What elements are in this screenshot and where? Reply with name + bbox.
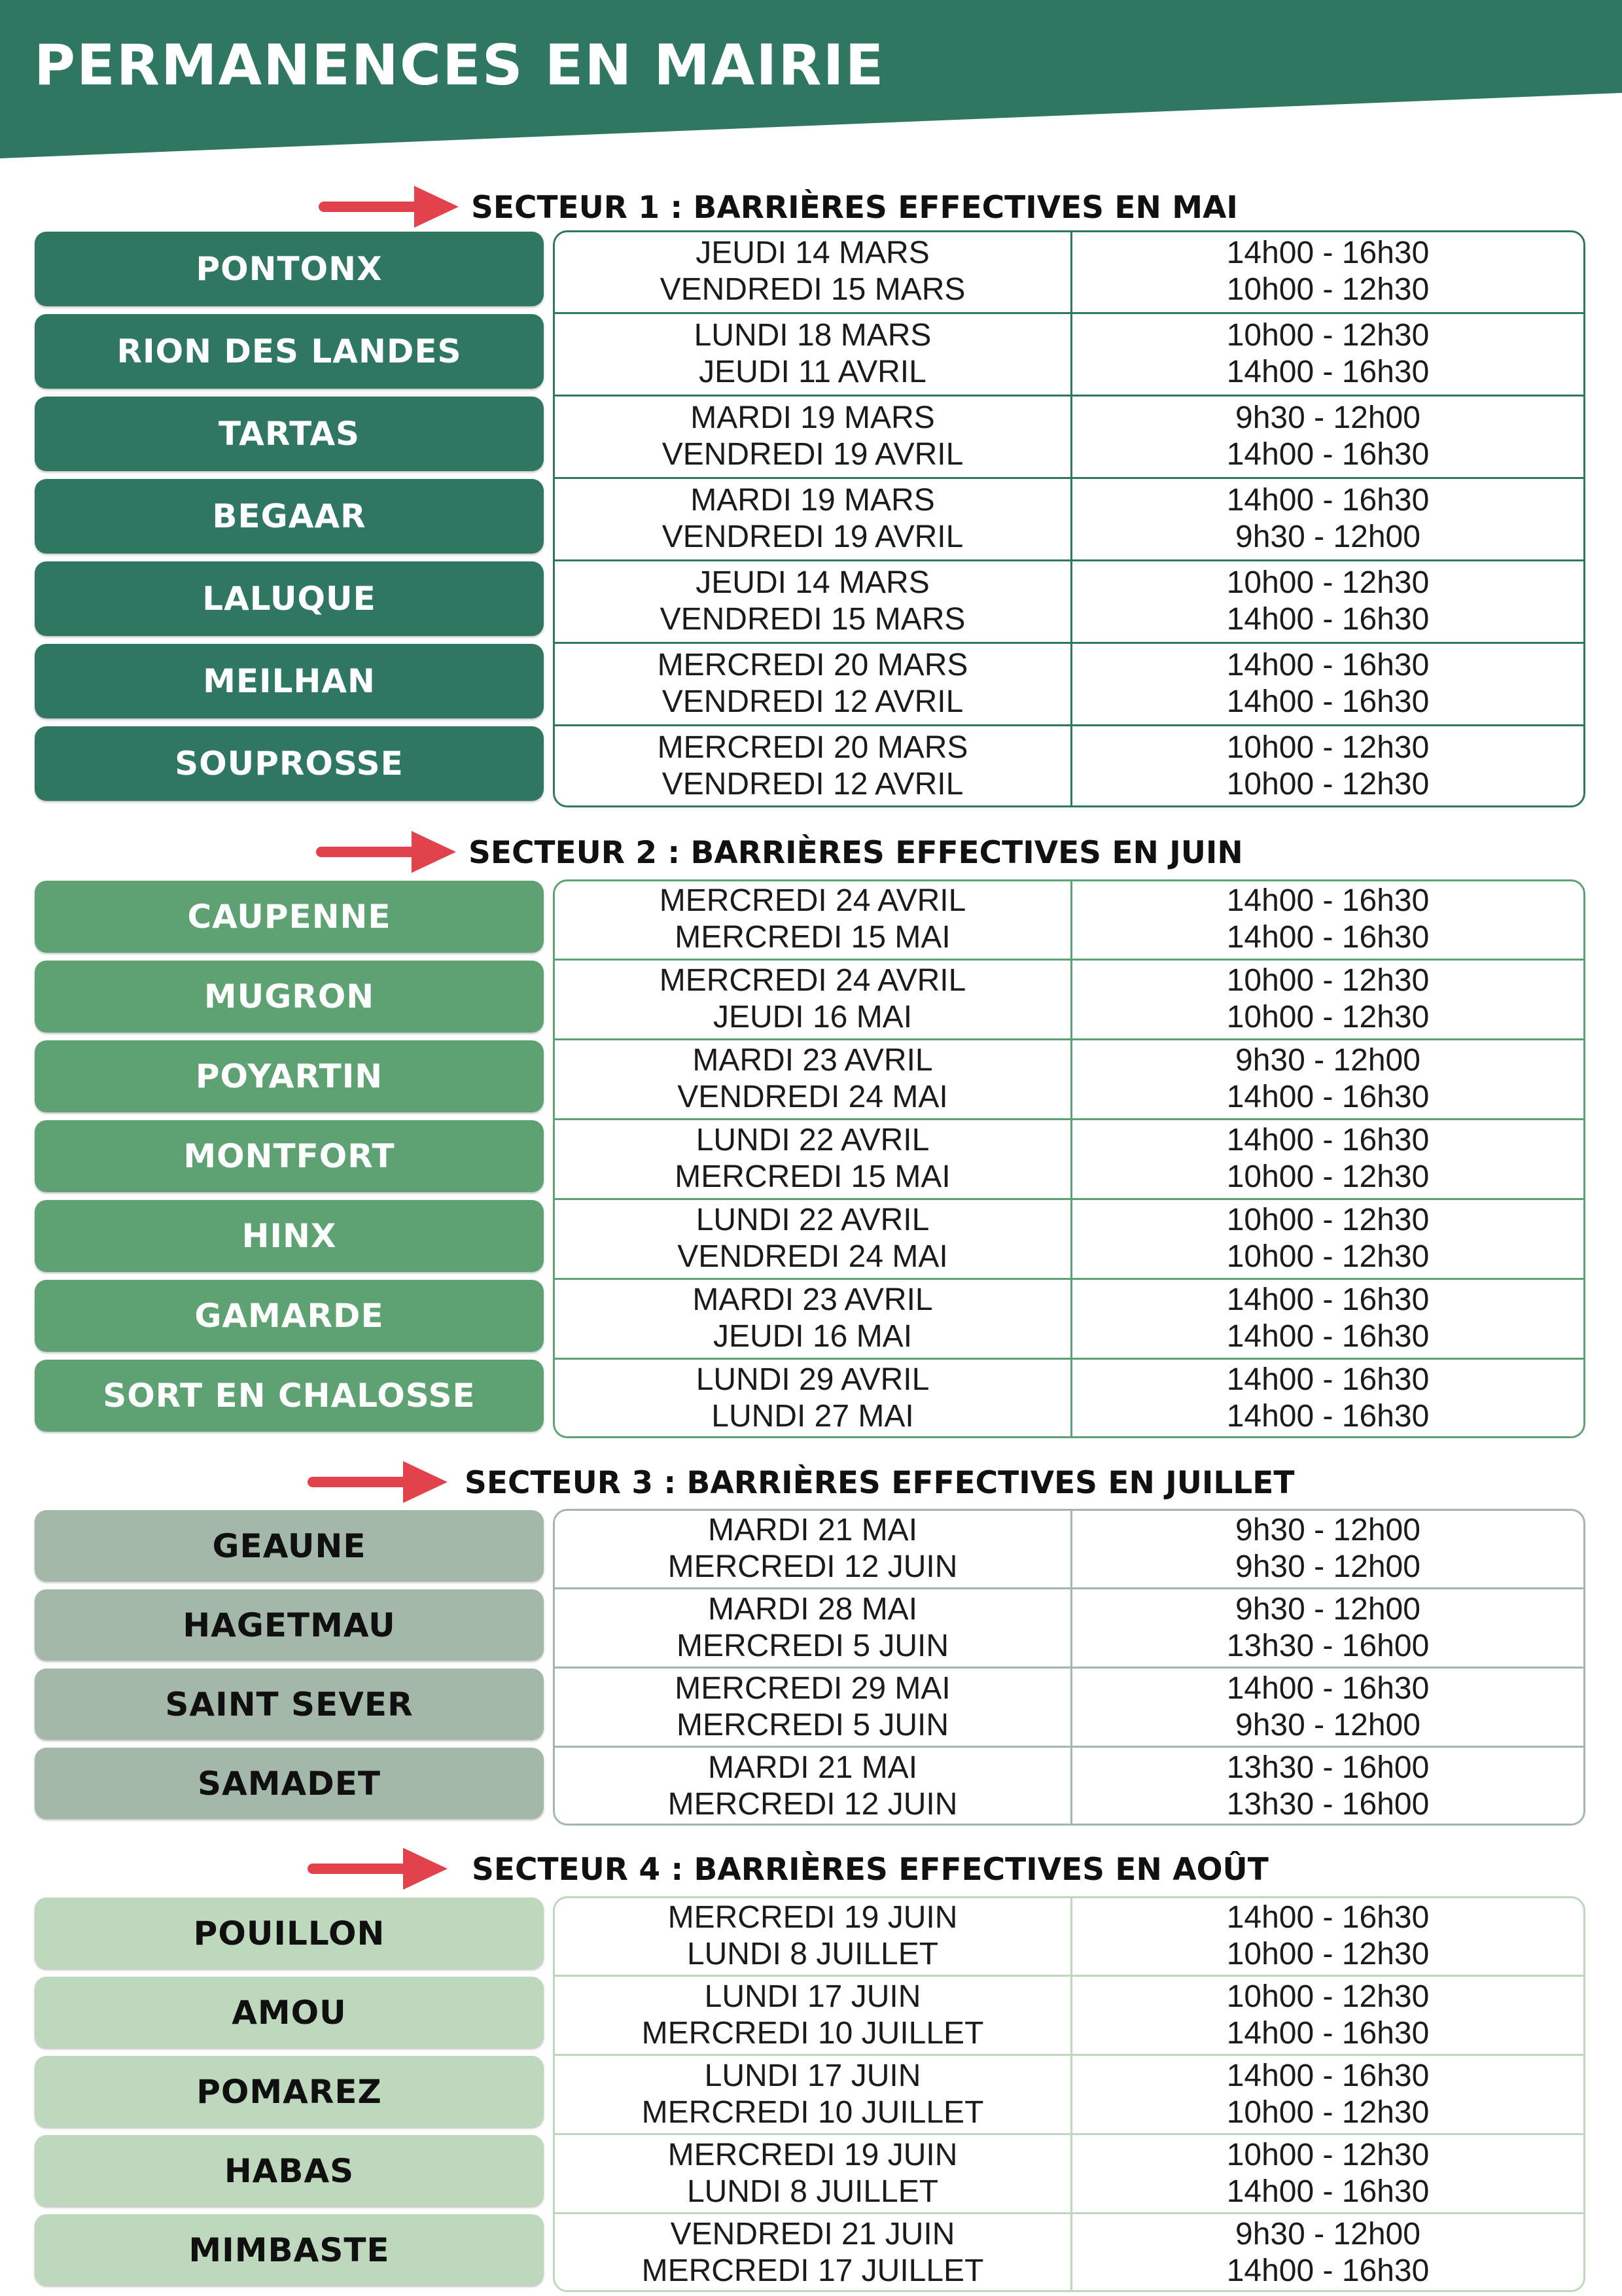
dates-cell [555,645,1070,723]
date-2: VENDREDI 12 AVRIL [661,767,964,802]
time-2: 10h00 - 12h30 [1226,2094,1430,2130]
date-2: MERCREDI 15 MAI [675,920,951,955]
dates-cell [555,961,1070,1037]
commune-label: LALUQUE [35,561,544,636]
time-1: 9h30 - 12h00 [1235,1591,1420,1627]
commune-label: SAINT SEVER [35,1669,544,1740]
dates-cell [555,1669,1070,1744]
commune-label: POYARTIN [35,1040,544,1112]
time-2: 9h30 - 12h00 [1235,1707,1420,1742]
date-1: MARDI 19 MARS [690,483,935,518]
date-2: MERCREDI 12 JUIN [667,1549,958,1584]
commune-label: TARTAS [35,397,544,471]
sector-rows [0,1509,1622,1826]
commune-label: MONTFORT [35,1120,544,1192]
commune-label: AMOU [35,1977,544,2048]
date-1: LUNDI 22 AVRIL [696,1203,930,1237]
date-1: MERCREDI 24 AVRIL [659,963,966,998]
date-1: LUNDI 17 JUIN [704,1979,921,2014]
sector-title: SECTEUR 4 : BARRIÈRES EFFECTIVES EN AOÛT [472,1852,1269,1888]
dates-cell [555,2057,1070,2132]
dates-cell [555,1511,1070,1586]
times-cell [1072,2136,1583,2211]
date-2: MERCREDI 5 JUIN [676,1707,949,1742]
date-2: LUNDI 8 JUILLET [686,1936,939,1971]
time-1: 10h00 - 12h30 [1226,1979,1430,2014]
times-cell [1072,232,1583,311]
time-2: 10h00 - 12h30 [1226,1239,1430,1274]
commune-label: RION DES LANDES [35,314,544,389]
row-divider [553,1278,1585,1280]
times-cell [1072,562,1583,641]
row-divider [553,642,1585,644]
row-divider [553,1587,1585,1589]
row-divider [553,2054,1585,2056]
time-2: 14h00 - 16h30 [1226,920,1430,955]
date-2: MERCREDI 12 JUIN [667,1786,958,1822]
dates-cell [555,881,1070,957]
times-cell [1072,2057,1583,2132]
arrow-right-icon [308,1458,451,1506]
times-cell [1072,1748,1583,1824]
time-1: 14h00 - 16h30 [1226,648,1430,682]
date-1: JEUDI 14 MARS [696,565,930,600]
dates-cell [555,1041,1070,1117]
row-divider [553,395,1585,397]
sector-rows [0,1896,1622,2292]
time-2: 10h00 - 12h30 [1226,1159,1430,1194]
date-1: MARDI 21 MAI [707,1512,918,1547]
arrow-right-icon [319,183,463,230]
date-2: MERCREDI 5 JUIN [676,1628,949,1663]
time-1: 14h00 - 16h30 [1226,236,1430,270]
time-1: 10h00 - 12h30 [1226,2137,1430,2172]
time-2: 9h30 - 12h00 [1235,520,1420,554]
date-2: MERCREDI 10 JUILLET [641,2015,984,2051]
sector-3 [0,1452,1622,1826]
times-cell [1072,397,1583,476]
dates-cell [555,562,1070,641]
commune-label: PONTONX [35,232,544,306]
time-1: 10h00 - 12h30 [1226,730,1430,765]
dates-cell [555,1121,1070,1197]
date-1: MERCREDI 20 MARS [657,648,968,682]
times-cell [1072,2215,1583,2290]
sector-header [0,177,1622,236]
row-divider [553,1118,1585,1120]
time-1: 14h00 - 16h30 [1226,1282,1430,1317]
row-divider [553,1975,1585,1977]
page-title: PERMANENCES EN MAIRIE [34,33,885,98]
time-1: 14h00 - 16h30 [1226,483,1430,518]
time-1: 10h00 - 12h30 [1226,1203,1430,1237]
date-2: JEUDI 11 AVRIL [699,355,926,389]
dates-cell [555,1748,1070,1824]
row-divider [553,312,1585,314]
time-2: 13h30 - 16h00 [1226,1628,1430,1663]
date-2: LUNDI 27 MAI [711,1399,914,1434]
sector-header [0,1839,1622,1898]
date-2: VENDREDI 19 AVRIL [661,520,964,554]
times-cell [1072,1201,1583,1277]
date-1: MERCREDI 24 AVRIL [659,883,966,918]
commune-label: MUGRON [35,961,544,1033]
times-cell [1072,480,1583,558]
date-2: VENDREDI 12 AVRIL [661,684,964,719]
date-2: MERCREDI 15 MAI [675,1159,951,1194]
time-1: 9h30 - 12h00 [1235,2216,1420,2252]
time-2: 14h00 - 16h30 [1226,2174,1430,2209]
date-1: LUNDI 22 AVRIL [696,1123,930,1157]
time-2: 14h00 - 16h30 [1226,2015,1430,2051]
date-2: VENDREDI 24 MAI [677,1239,948,1274]
commune-label: POUILLON [35,1898,544,1969]
commune-label: HINX [35,1200,544,1272]
time-1: 9h30 - 12h00 [1235,400,1420,435]
time-1: 9h30 - 12h00 [1235,1043,1420,1078]
time-2: 10h00 - 12h30 [1226,1936,1430,1971]
times-cell [1072,727,1583,805]
date-2: MERCREDI 10 JUILLET [641,2094,984,2130]
date-1: MERCREDI 19 JUIN [667,1899,958,1935]
date-2: VENDREDI 15 MARS [660,272,966,307]
row-divider [553,1667,1585,1669]
date-2: VENDREDI 15 MARS [660,602,966,637]
sector-title: SECTEUR 1 : BARRIÈRES EFFECTIVES EN MAI [471,190,1238,226]
dates-cell [555,1280,1070,1356]
time-2: 14h00 - 16h30 [1226,437,1430,472]
time-1: 14h00 - 16h30 [1226,883,1430,918]
date-1: LUNDI 29 AVRIL [696,1362,930,1397]
commune-label: HAGETMAU [35,1589,544,1661]
sector-title: SECTEUR 3 : BARRIÈRES EFFECTIVES EN JUILLET [465,1465,1295,1501]
dates-cell [555,397,1070,476]
sector-2 [0,822,1622,1438]
row-divider [553,1038,1585,1040]
time-1: 14h00 - 16h30 [1226,1899,1430,1935]
time-1: 10h00 - 12h30 [1226,565,1430,600]
dates-cell [555,2136,1070,2211]
times-cell [1072,1669,1583,1744]
time-2: 10h00 - 12h30 [1226,272,1430,307]
commune-label: SORT EN CHALOSSE [35,1360,544,1432]
time-2: 14h00 - 16h30 [1226,602,1430,637]
date-1: MARDI 23 AVRIL [692,1282,933,1317]
date-2: JEUDI 16 MAI [713,1000,913,1034]
times-cell [1072,881,1583,957]
date-1: LUNDI 18 MARS [694,318,932,353]
row-divider [553,1358,1585,1360]
date-2: LUNDI 8 JUILLET [686,2174,939,2209]
dates-cell [555,727,1070,805]
time-2: 13h30 - 16h00 [1226,1786,1430,1822]
dates-cell [555,480,1070,558]
date-1: MARDI 28 MAI [707,1591,918,1627]
sector-header [0,822,1622,881]
sector-rows [0,230,1622,807]
time-1: 14h00 - 16h30 [1226,1362,1430,1397]
times-cell [1072,961,1583,1037]
times-cell [1072,1511,1583,1586]
time-1: 14h00 - 16h30 [1226,2058,1430,2093]
sector-4 [0,1839,1622,2292]
date-1: MERCREDI 19 JUIN [667,2137,958,2172]
dates-cell [555,1360,1070,1436]
time-1: 14h00 - 16h30 [1226,1123,1430,1157]
time-2: 14h00 - 16h30 [1226,2253,1430,2288]
date-2: VENDREDI 24 MAI [677,1080,948,1114]
row-divider [553,2212,1585,2214]
commune-label: CAUPENNE [35,881,544,953]
times-cell [1072,1898,1583,1973]
date-1: JEUDI 14 MARS [696,236,930,270]
row-divider [553,2133,1585,2135]
dates-cell [555,1898,1070,1973]
times-cell [1072,1590,1583,1665]
times-cell [1072,1977,1583,2053]
time-2: 14h00 - 16h30 [1226,1399,1430,1434]
date-1: VENDREDI 21 JUIN [670,2216,955,2252]
time-2: 14h00 - 16h30 [1226,355,1430,389]
date-2: MERCREDI 17 JUILLET [641,2253,984,2288]
sector-header [0,1452,1622,1511]
date-2: VENDREDI 19 AVRIL [661,437,964,472]
row-divider [553,1198,1585,1200]
dates-cell [555,232,1070,311]
commune-label: SOUPROSSE [35,726,544,801]
commune-label: MIMBASTE [35,2214,544,2286]
date-1: MERCREDI 29 MAI [675,1670,951,1706]
times-cell [1072,1360,1583,1436]
commune-label: BEGAAR [35,479,544,554]
arrow-right-icon [316,828,460,875]
time-2: 14h00 - 16h30 [1226,684,1430,719]
date-2: JEUDI 16 MAI [713,1319,913,1354]
date-1: MARDI 23 AVRIL [692,1043,933,1078]
row-divider [553,1746,1585,1748]
date-1: MARDI 19 MARS [690,400,935,435]
times-cell [1072,315,1583,393]
times-cell [1072,1121,1583,1197]
time-1: 10h00 - 12h30 [1226,318,1430,353]
row-divider [553,959,1585,961]
dates-cell [555,1977,1070,2053]
row-divider [553,724,1585,726]
commune-label: GEAUNE [35,1510,544,1581]
time-1: 13h30 - 16h00 [1226,1750,1430,1785]
time-2: 10h00 - 12h30 [1226,767,1430,802]
dates-cell [555,1590,1070,1665]
date-1: LUNDI 17 JUIN [704,2058,921,2093]
sector-rows [0,879,1622,1438]
time-2: 9h30 - 12h00 [1235,1549,1420,1584]
time-2: 14h00 - 16h30 [1226,1080,1430,1114]
date-1: MARDI 21 MAI [707,1750,918,1785]
time-2: 10h00 - 12h30 [1226,1000,1430,1034]
row-divider [553,559,1585,561]
date-1: MERCREDI 20 MARS [657,730,968,765]
time-1: 10h00 - 12h30 [1226,963,1430,998]
dates-cell [555,315,1070,393]
times-cell [1072,1041,1583,1117]
times-cell [1072,1280,1583,1356]
sector-title: SECTEUR 2 : BARRIÈRES EFFECTIVES EN JUIN [468,835,1243,871]
commune-label: HABAS [35,2135,544,2206]
time-2: 14h00 - 16h30 [1226,1319,1430,1354]
dates-cell [555,1201,1070,1277]
time-1: 14h00 - 16h30 [1226,1670,1430,1706]
commune-label: GAMARDE [35,1280,544,1352]
dates-cell [555,2215,1070,2290]
time-1: 9h30 - 12h00 [1235,1512,1420,1547]
row-divider [553,477,1585,479]
times-cell [1072,645,1583,723]
sector-1 [0,177,1622,807]
arrow-right-icon [308,1845,451,1892]
commune-label: MEILHAN [35,644,544,718]
commune-label: POMAREZ [35,2056,544,2127]
commune-label: SAMADET [35,1748,544,1819]
